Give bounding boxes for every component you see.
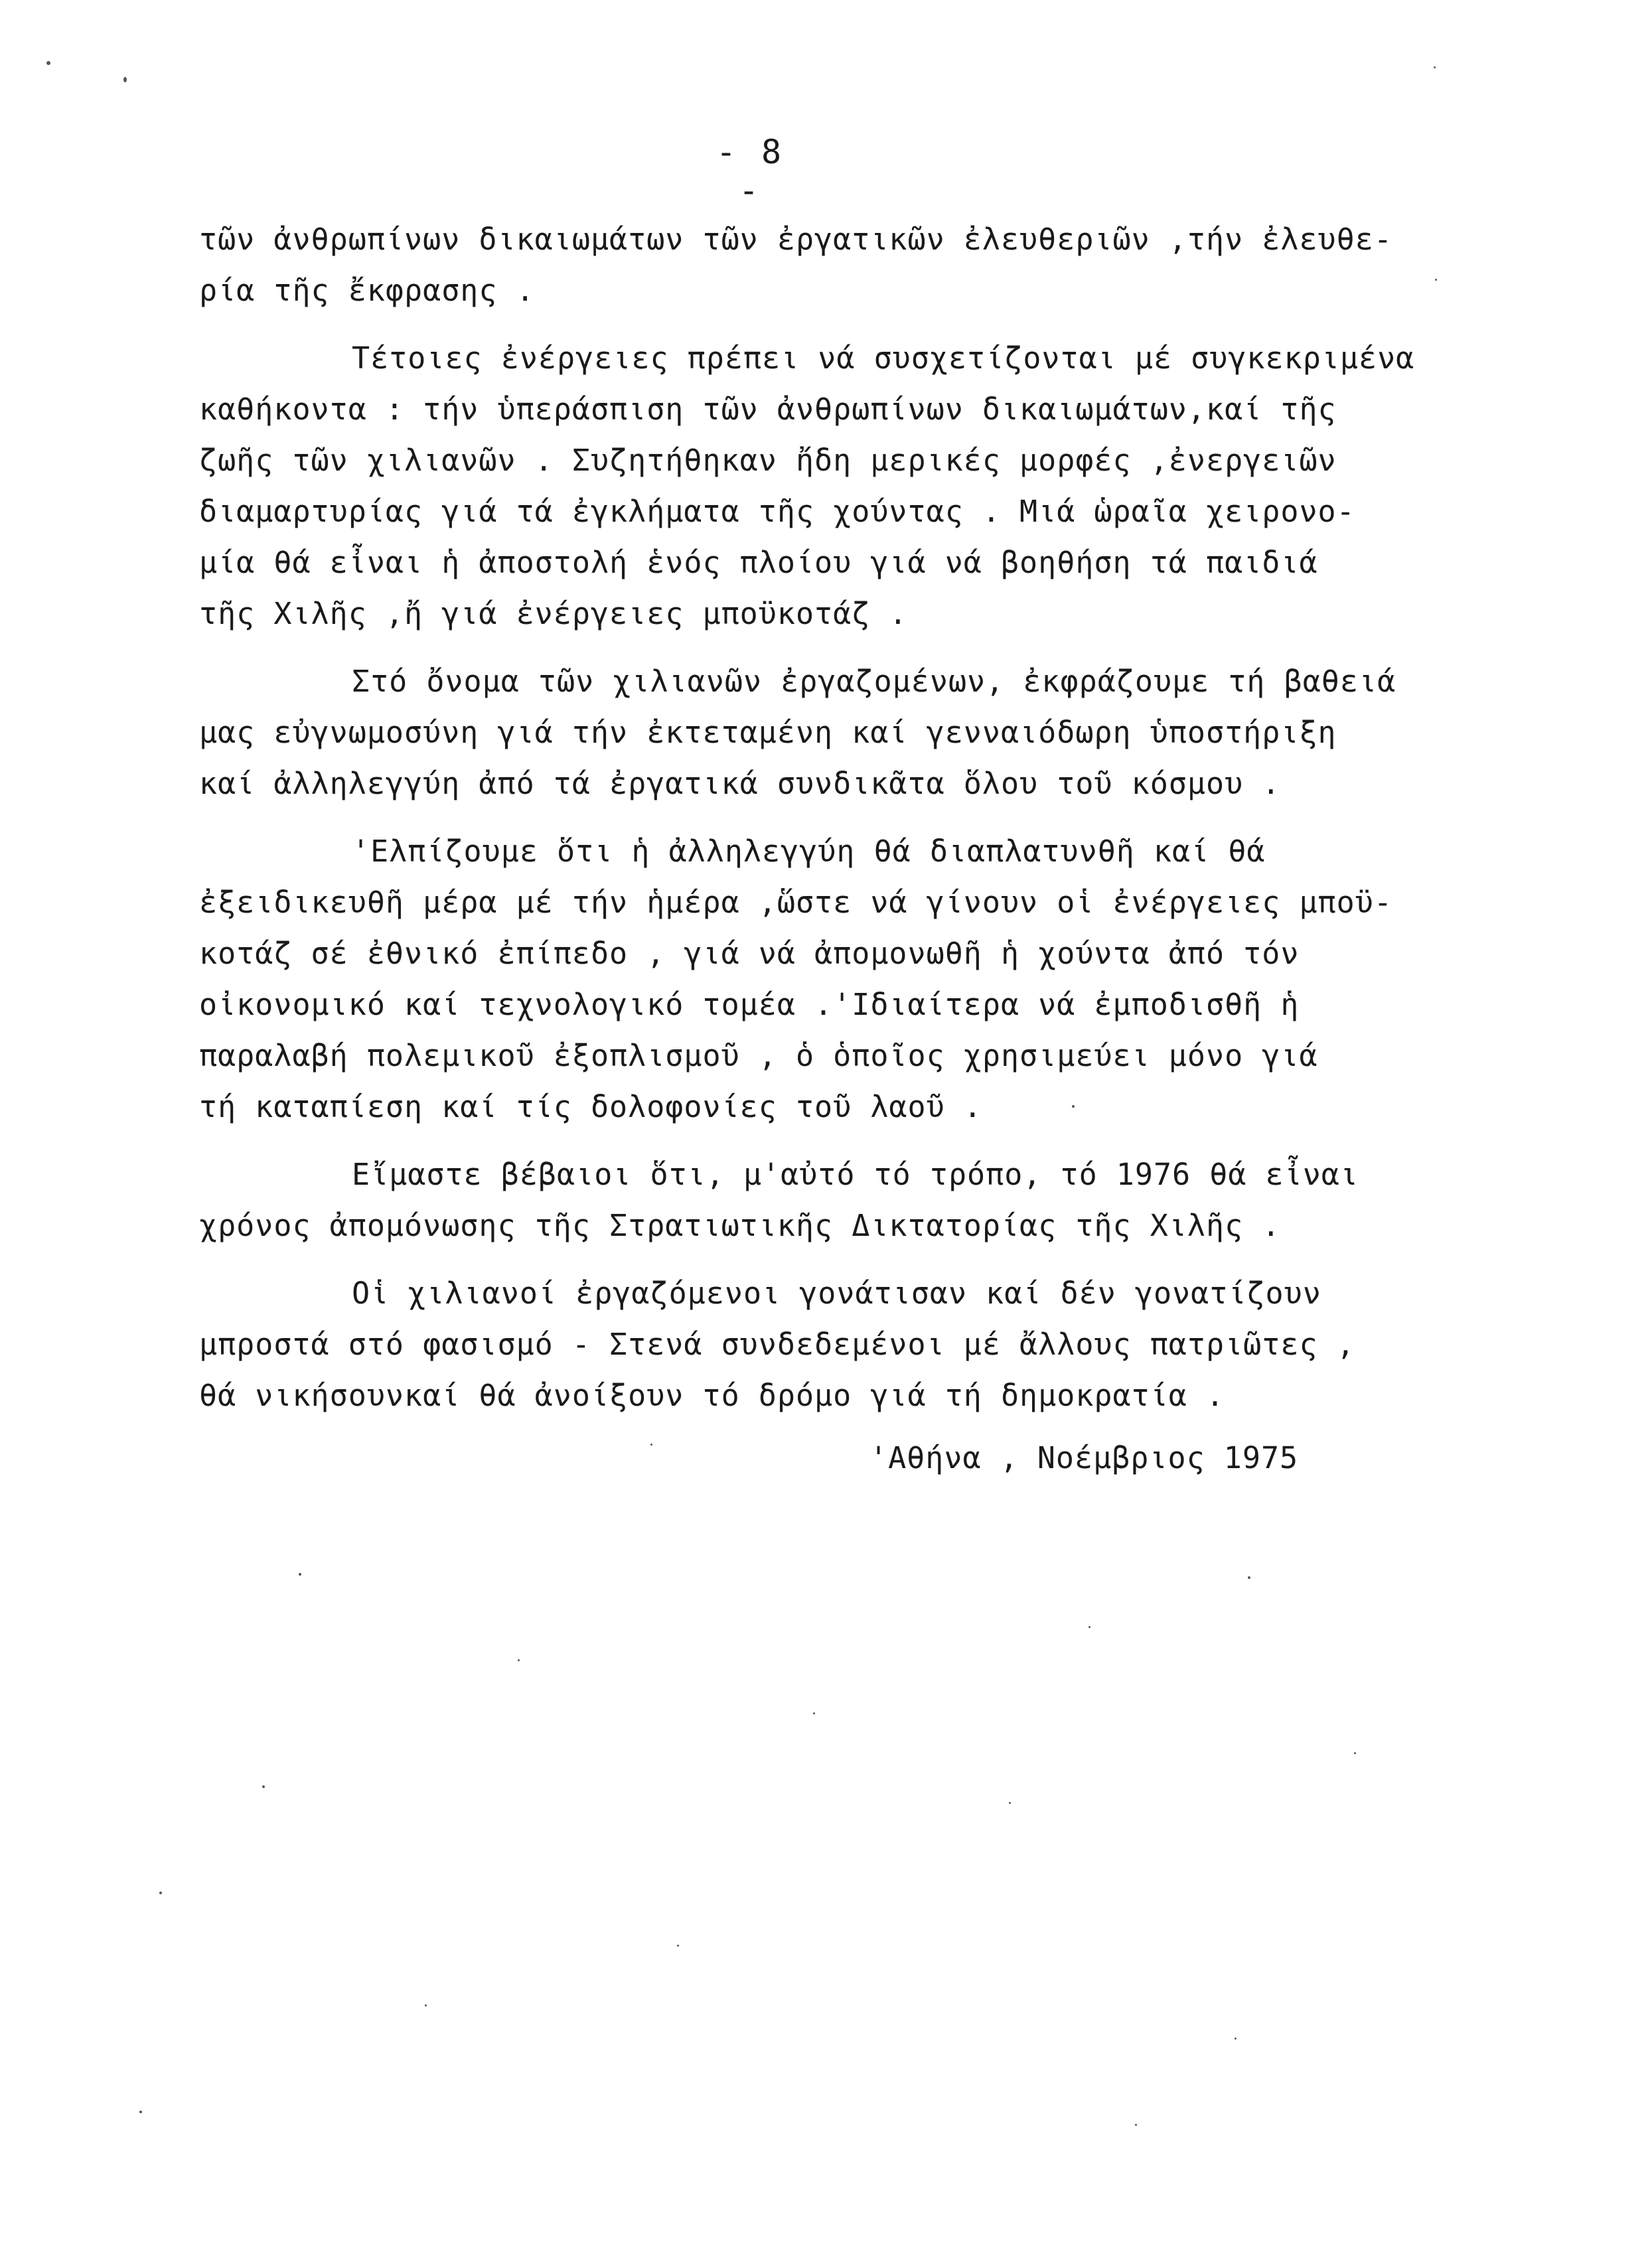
scan-speck: [1354, 1752, 1356, 1754]
text-line: ζωῆς τῶν χιλιανῶν . Συζητήθηκαν ἤδη μερικές μορφές ,ἐνεργειῶν: [199, 443, 1337, 478]
text-line: μία θά εἶναι ἡ ἀποστολή ἑνός πλοίου γιά νά βοηθήση τά παιδιά: [199, 545, 1318, 580]
text-line: Τέτοιες ἐνέργειες πρέπει νά συσχετίζονται μέ συγκεκριμένα: [352, 340, 1415, 376]
paragraph: [199, 1149, 1460, 1251]
text-line: θά νικήσουνκαί θά ἀνοίξουν τό δρόμο γιά τή δημοκρατία .: [199, 1378, 1225, 1413]
scan-speck: [813, 1712, 815, 1714]
text-line: 'Ελπίζουμε ὅτι ἡ ἀλληλεγγύη θά διαπλατυνθῆ καί θά: [352, 834, 1266, 869]
text-line: Στό ὄνομα τῶν χιλιανῶν ἐργαζομένων, ἐκφράζουμε τή βαθειά: [352, 664, 1396, 699]
text-line: κοτάζ σέ ἐθνικό ἐπίπεδο , γιά νά ἀπομονωθῆ ἡ χούντα ἀπό τόν: [199, 936, 1300, 971]
scan-speck: [1135, 2124, 1137, 2126]
text-line: καί ἀλληλεγγύη ἀπό τά ἐργατικά συνδικᾶτα ὅλου τοῦ κόσμου .: [199, 766, 1281, 801]
letter-body: [199, 214, 1460, 1421]
scan-speck: [123, 77, 127, 82]
scan-speck: [1435, 279, 1437, 281]
text-line: Οἱ χιλιανοί ἐργαζόμενοι γονάτισαν καί δέν γονατίζουν: [352, 1276, 1321, 1311]
scan-speck: [1434, 66, 1436, 68]
text-line: χρόνος ἀπομόνωσης τῆς Στρατιωτικῆς Δικτατορίας τῆς Χιλῆς .: [199, 1208, 1281, 1243]
scan-speck: [1248, 1576, 1250, 1579]
scan-speck: [518, 1659, 520, 1661]
text-line: καθήκοντα : τήν ὑπεράσπιση τῶν ἀνθρωπίνων δικαιωμάτων,καί τῆς: [199, 392, 1337, 427]
scan-speck: [650, 1444, 652, 1446]
text-line: ἐξειδικευθῆ μέρα μέ τήν ἡμέρα ,ὥστε νά γίνουν οἱ ἐνέργειες μποϋ-: [199, 885, 1392, 920]
text-line: μπροστά στό φασισμό - Στενά συνδεδεμένοι μέ ἄλλους πατριῶτες ,: [199, 1327, 1355, 1362]
scan-speck: [299, 1573, 301, 1576]
scan-speck: [1072, 1105, 1075, 1108]
scan-speck: [46, 61, 50, 65]
text-line: τή καταπίεση καί τίς δολοφονίες τοῦ λαοῦ .: [199, 1089, 982, 1124]
scan-speck: [677, 1945, 679, 1947]
text-line: μας εὐγνωμοσύνη γιά τήν ἐκτεταμένη καί γενναιόδωρη ὑποστήριξη: [199, 715, 1337, 750]
paragraph: [199, 214, 1460, 316]
paragraph: [199, 656, 1460, 809]
text-line: Εἴμαστε βέβαιοι ὅτι, μ'αὐτό τό τρόπο, τό 1976 θά εἶναι: [352, 1157, 1359, 1192]
scan-speck: [425, 2004, 427, 2006]
text-line: τῶν ἀνθρωπίνων δικαιωμάτων τῶν ἐργατικῶν ἐλευθεριῶν ,τήν ἐλευθε-: [199, 222, 1392, 257]
page-number: - 8 -: [715, 133, 785, 210]
scan-speck: [1089, 1626, 1090, 1628]
paragraph: [199, 826, 1460, 1132]
text-line: οἰκονομικό καί τεχνολογικό τομέα .'Ιδιαίτερα νά ἐμποδισθῆ ἡ: [199, 987, 1300, 1022]
text-line: παραλαβή πολεμικοῦ ἐξοπλισμοῦ , ὁ ὁποῖος χρησιμεύει μόνο γιά: [199, 1038, 1318, 1073]
paragraph: [199, 333, 1460, 639]
place-date-line: 'Αθήνα , Νοέμβριος 1975: [869, 1440, 1299, 1475]
scan-speck: [159, 1892, 162, 1894]
scan-speck: [262, 1785, 265, 1788]
scan-speck: [139, 2111, 142, 2113]
scan-speck: [1009, 1802, 1011, 1804]
text-line: τῆς Χιλῆς ,ἤ γιά ἐνέργειες μποϋκοτάζ .: [199, 596, 908, 631]
scan-speck: [1235, 2038, 1237, 2040]
text-line: διαμαρτυρίας γιά τά ἐγκλήματα τῆς χούντας . Μιά ὡραῖα χειρονο-: [199, 494, 1355, 529]
text-line: ρία τῆς ἔκφρασης .: [199, 273, 535, 308]
paragraph: [199, 1268, 1460, 1421]
